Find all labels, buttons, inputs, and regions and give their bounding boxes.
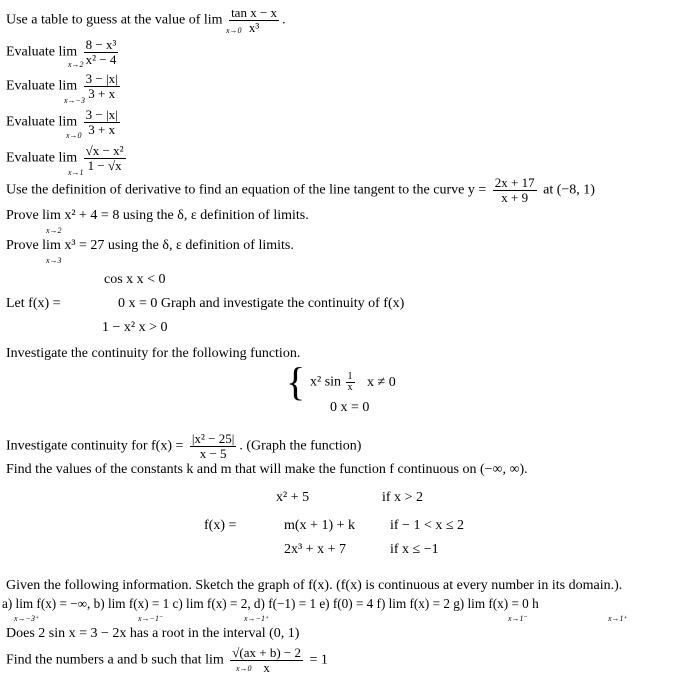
problem-11-fraction-numerator: 1 (347, 371, 353, 382)
problem-3-denominator: 3 + x (88, 86, 116, 101)
problem-1-lead: Use a table to guess at the value of lim (6, 12, 223, 28)
problem-3-numerator: 3 − |x| (85, 71, 118, 86)
problem-2-fraction (84, 38, 119, 67)
problem-3-lead: Evaluate lim (6, 78, 78, 94)
problem-16-sub-f: x→1⁻ (508, 614, 528, 623)
problem-5-lead: Evaluate lim (6, 150, 78, 166)
problem-6-numerator: 2x + 17 (494, 175, 535, 190)
problem-14-row-3-expr: 2x³ + x + 7 (284, 542, 346, 557)
problem-9-case-3: 1 − x² x > 0 (102, 320, 168, 335)
problem-4-fraction (84, 108, 120, 137)
problem-3-fraction (84, 72, 120, 101)
problem-6-fraction (493, 176, 537, 205)
problem-2-lead: Evaluate lim (6, 44, 78, 60)
problem-7 (6, 208, 309, 224)
problem-18-tail: = 1 (309, 652, 328, 668)
problem-12-lead: Investigate continuity for f(x) = (6, 438, 184, 454)
problem-2-limit-sub: x→2 (68, 60, 84, 69)
problem-5-denominator: 1 − √x (87, 158, 122, 173)
problem-11-brace: { (286, 359, 306, 404)
problem-9-case-2: 0 x = 0 Graph and investigate the continuity of f(x) (118, 296, 405, 311)
problem-16-sub-g: x→1⁺ (608, 614, 628, 623)
problem-6 (6, 176, 595, 205)
problem-6-tail: at (−8, 1) (543, 182, 595, 198)
problem-8 (6, 238, 294, 254)
problem-8-lead: Prove lim (6, 238, 61, 253)
problem-18 (6, 646, 328, 675)
problem-14-row-2-expr: m(x + 1) + k (284, 518, 356, 533)
problem-14-row-1-cond: if x > 2 (382, 490, 423, 505)
problem-8-limit-sub: x→3 (46, 256, 62, 265)
problem-9-case-1: cos x x < 0 (104, 272, 166, 287)
problem-11-case-1-fraction (346, 372, 355, 393)
problem-1 (6, 6, 286, 35)
problem-5-limit-sub: x→1 (68, 168, 84, 177)
problem-11-case-2: 0 x = 0 (330, 400, 370, 415)
problem-8-expr: x³ = 27 using the δ, ε definition of limits. (64, 238, 294, 253)
problem-7-expr: x² + 4 = 8 using the δ, ε definition of limits. (64, 208, 309, 223)
problem-2-denominator: x² − 4 (85, 52, 117, 67)
problem-6-lead: Use the definition of derivative to find an equation of the line tangent to the curve y = (6, 182, 487, 198)
problem-4 (6, 108, 123, 137)
problem-2 (6, 38, 121, 67)
problem-4-denominator: 3 + x (88, 122, 116, 137)
problem-12-denominator: x − 5 (199, 446, 227, 461)
problem-3-limit-sub: x→−3 (64, 96, 85, 105)
problem-14-row-1-expr: x² + 5 (276, 490, 310, 505)
problem-1-denominator: x³ (248, 20, 260, 35)
problem-16: a) lim f(x) = −∞, b) lim f(x) = 1 c) lim f(x) = 2, d) f(−1) = 1 e) f(0) = 4 f) lim f(x) = 2 g) lim f(x) = 0 h (2, 596, 539, 611)
problem-2-numerator: 8 − x³ (85, 37, 117, 52)
problem-11-case-1-expr: x² sin (310, 374, 342, 390)
problem-18-limit-sub: x→0 (236, 664, 252, 673)
problem-9-let: Let f(x) = (6, 296, 61, 311)
problem-18-numerator: √(ax + b) − 2 (232, 645, 301, 660)
problem-12-tail: . (Graph the function) (239, 438, 362, 454)
problem-14-row-3-cond: if x ≤ −1 (390, 542, 439, 557)
problem-12 (6, 432, 361, 461)
problem-16-sub-b: x→−1⁻ (138, 614, 164, 623)
problem-4-numerator: 3 − |x| (85, 107, 118, 122)
problem-7-lead: Prove lim (6, 208, 61, 223)
problem-10: Investigate the continuity for the following function. (6, 346, 301, 361)
problem-12-numerator: |x² − 25| (191, 431, 235, 446)
problem-12-fraction (190, 432, 236, 461)
problem-1-tail: . (282, 12, 286, 28)
problem-5-numerator: √x − x² (85, 143, 124, 158)
problem-1-numerator: tan x − x (231, 5, 278, 20)
problem-4-limit-sub: x→0 (66, 131, 82, 140)
problem-14-fx: f(x) = (204, 518, 237, 533)
problem-5-fraction (84, 144, 126, 173)
problem-1-limit-sub: x→0 (226, 26, 242, 35)
problem-15: Given the following information. Sketch the graph of f(x). (f(x) is continuous at every number in its domain.). (6, 578, 623, 593)
problem-4-lead: Evaluate lim (6, 114, 78, 130)
problem-11-case-1 (310, 372, 396, 393)
problem-13: Find the values of the constants k and m that will make the function f continuous on (−∞, ∞). (6, 462, 528, 477)
problem-7-limit-sub: x→2 (46, 226, 62, 235)
problem-11-fraction-denominator: x (347, 382, 353, 393)
problem-18-denominator: x (263, 660, 270, 675)
problem-17: Does 2 sin x = 3 − 2x has a root in the interval (0, 1) (6, 626, 300, 641)
problem-6-denominator: x + 9 (501, 190, 529, 205)
problem-16-sub-c: x→−1⁺ (244, 614, 270, 623)
problem-18-lead: Find the numbers a and b such that lim (6, 652, 224, 668)
problem-14-row-2-cond: if − 1 < x ≤ 2 (390, 518, 465, 533)
problem-11-case-1-cond: x ≠ 0 (367, 374, 396, 390)
problem-16-sub-a: x→−3⁺ (14, 614, 40, 623)
